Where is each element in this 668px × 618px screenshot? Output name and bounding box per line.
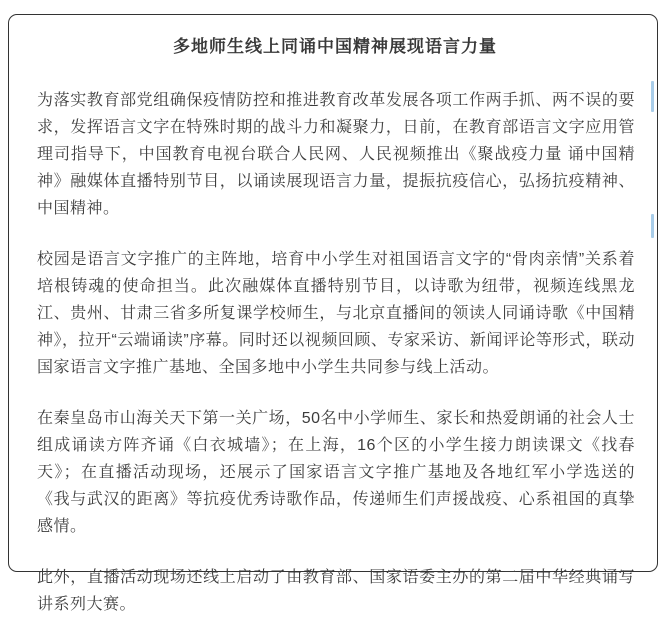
- article-card: [8, 14, 658, 613]
- right-margin-highlight-bar-1: [651, 81, 654, 112]
- article-paragraph-4: 此外，直播活动现场还线上启动了由教育部、国家语委主办的第二届中华经典诵写讲系列大赛。: [37, 569, 635, 613]
- right-margin-highlight-bar-2: [651, 214, 654, 238]
- article-paragraph-2: 校园是语言文字推广的主阵地，培育中小学生对祖国语言文字的“骨肉亲情”关系着培根铸魂的使命担当。此次融媒体直播特别节目，以诗歌为纽带，视频连线黑龙江、贵州、甘肃三省多所复课学校师生，与北京直播间的领读人同诵诗歌《中国精神》，拉开“云端诵读”序幕。同时还以视频回顾、专家采访、新闻评论等形式，联动国家语言文字推广基地、全国多地中小学生共同参与线上活动。: [37, 251, 635, 376]
- article-paragraph-1: 为落实教育部党组确保疫情防控和推进教育改革发展各项工作两手抓、两不误的要求，发挥语言文字在特殊时期的战斗力和凝聚力，日前，在教育部语言文字应用管理司指导下，中国教育电视台联合人民网、人民视频推出《聚战疫力量 诵中国精神》融媒体直播特别节目，以诵读展现语言力量，提振抗疫信心，弘扬抗疫精神、中国精神。: [37, 92, 635, 217]
- article-title: 多地师生线上同诵中国精神展现语言力量: [173, 37, 497, 56]
- article-paragraph-3: 在秦皇岛市山海关天下第一关广场，50名中小学师生、家长和热爱朗诵的社会人士组成诵读方阵齐诵《白衣城墙》；在上海，16个区的小学生接力朗读课文《找春天》；在直播活动现场，还展示了国家语言文字推广基地及各地红军小学选送的《我与武汉的距离》等抗疫优秀诗歌作品，传递师生们声援战疫、心系祖国的真挚感情。: [37, 410, 635, 535]
